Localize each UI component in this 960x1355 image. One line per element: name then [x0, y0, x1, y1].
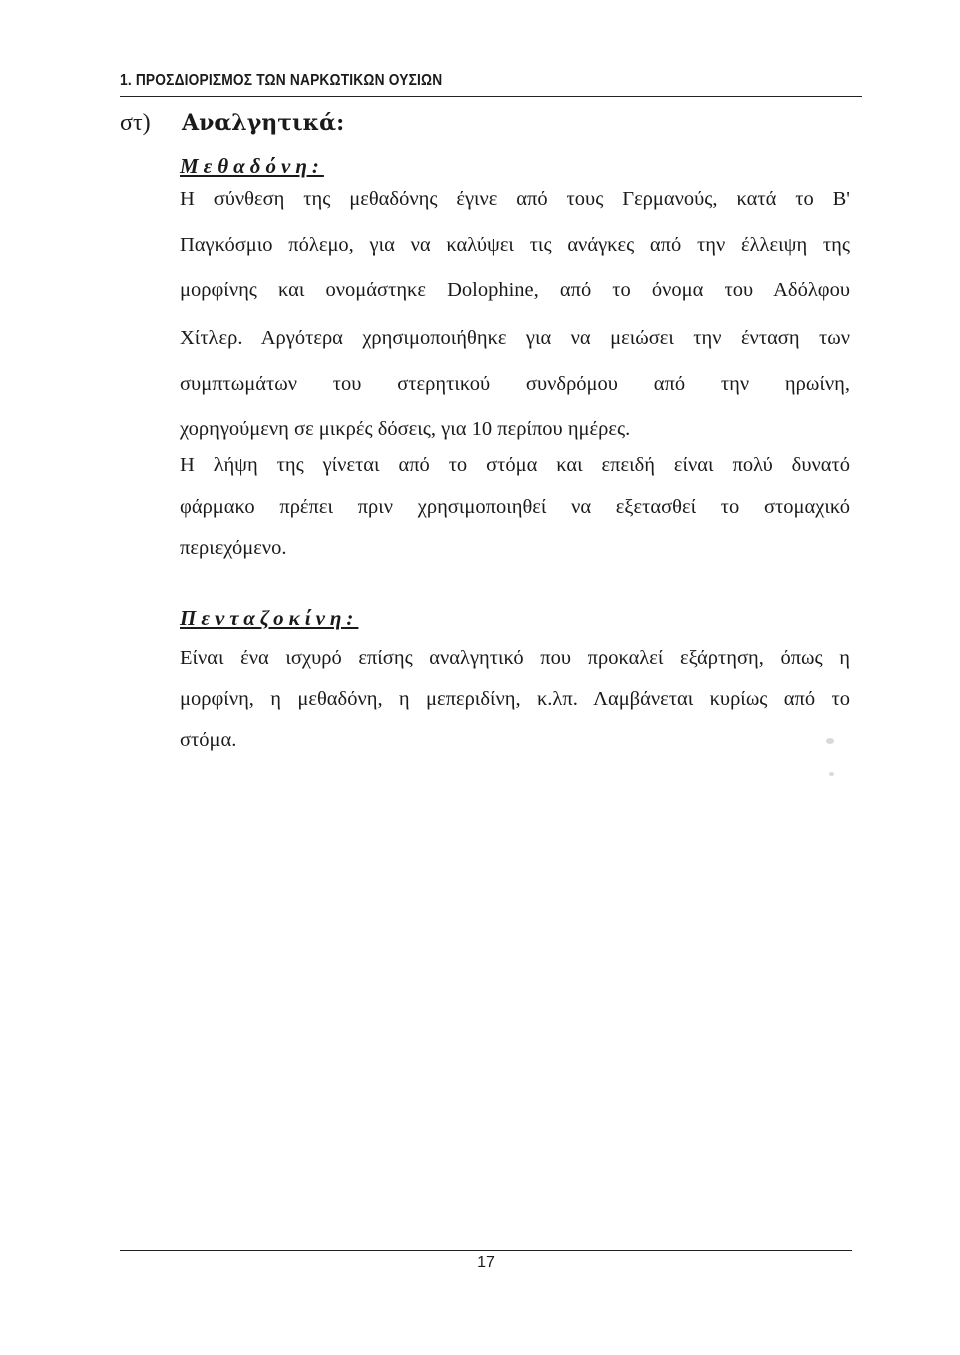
pentazocine-heading: Πενταζοκίνη: — [180, 606, 359, 630]
section-number: στ) — [120, 110, 151, 136]
paragraph-line: συμπτωμάτων του στερητικού συνδρόμου από την ηρωίνη, — [180, 373, 850, 395]
paragraph-line: χορηγούμενη σε μικρές δόσεις, για 10 περίπου ημέρες. — [180, 418, 631, 440]
paragraph-line: Η σύνθεση της μεθαδόνης έγινε από τους Γερμανούς, κατά το Β' — [180, 188, 850, 210]
footer-rule — [120, 1250, 852, 1251]
paragraph-line: Είναι ένα ισχυρό επίσης αναλγητικό που προκαλεί εξάρτηση, όπως η — [180, 647, 850, 669]
paragraph-line: Παγκόσμιο πόλεμο, για να καλύψει τις ανάγκες από την έλλειψη της — [180, 234, 850, 256]
section-title — [120, 110, 344, 137]
running-header — [120, 72, 862, 97]
paragraph-line: φάρμακο πρέπει πριν χρησιμοποιηθεί να εξετασθεί το στομαχικό — [180, 496, 850, 518]
page-number: 17 — [477, 1254, 495, 1271]
paragraph-line: Χίτλερ. Αργότερα χρησιμοποιήθηκε για να μειώσει την ένταση των — [180, 327, 850, 349]
paragraph-line: στόμα. — [180, 729, 237, 751]
paragraph-line: Η λήψη της γίνεται από το στόμα και επειδή είναι πολύ δυνατό — [180, 454, 850, 476]
methadone-heading: Μεθαδόνη: — [180, 154, 324, 178]
paragraph-line: μορφίνης και ονομάστηκε Dolophine, από το όνομα του Αδόλφου — [180, 279, 850, 301]
running-header-title: 1. ΠΡΟΣΔΙΟΡΙΣΜΟΣ ΤΩΝ ΝΑΡΚΩΤΙΚΩΝ ΟΥΣΙΩΝ — [120, 72, 443, 89]
scan-speck — [826, 738, 834, 744]
paragraph-line: μορφίνη, η μεθαδόνη, η μεπεριδίνη, κ.λπ. Λαμβάνεται κυρίως από το — [180, 688, 850, 710]
section-label: Αναλγητικά: — [182, 110, 345, 136]
scan-speck — [829, 772, 834, 776]
paragraph-line: περιεχόμενο. — [180, 537, 287, 559]
